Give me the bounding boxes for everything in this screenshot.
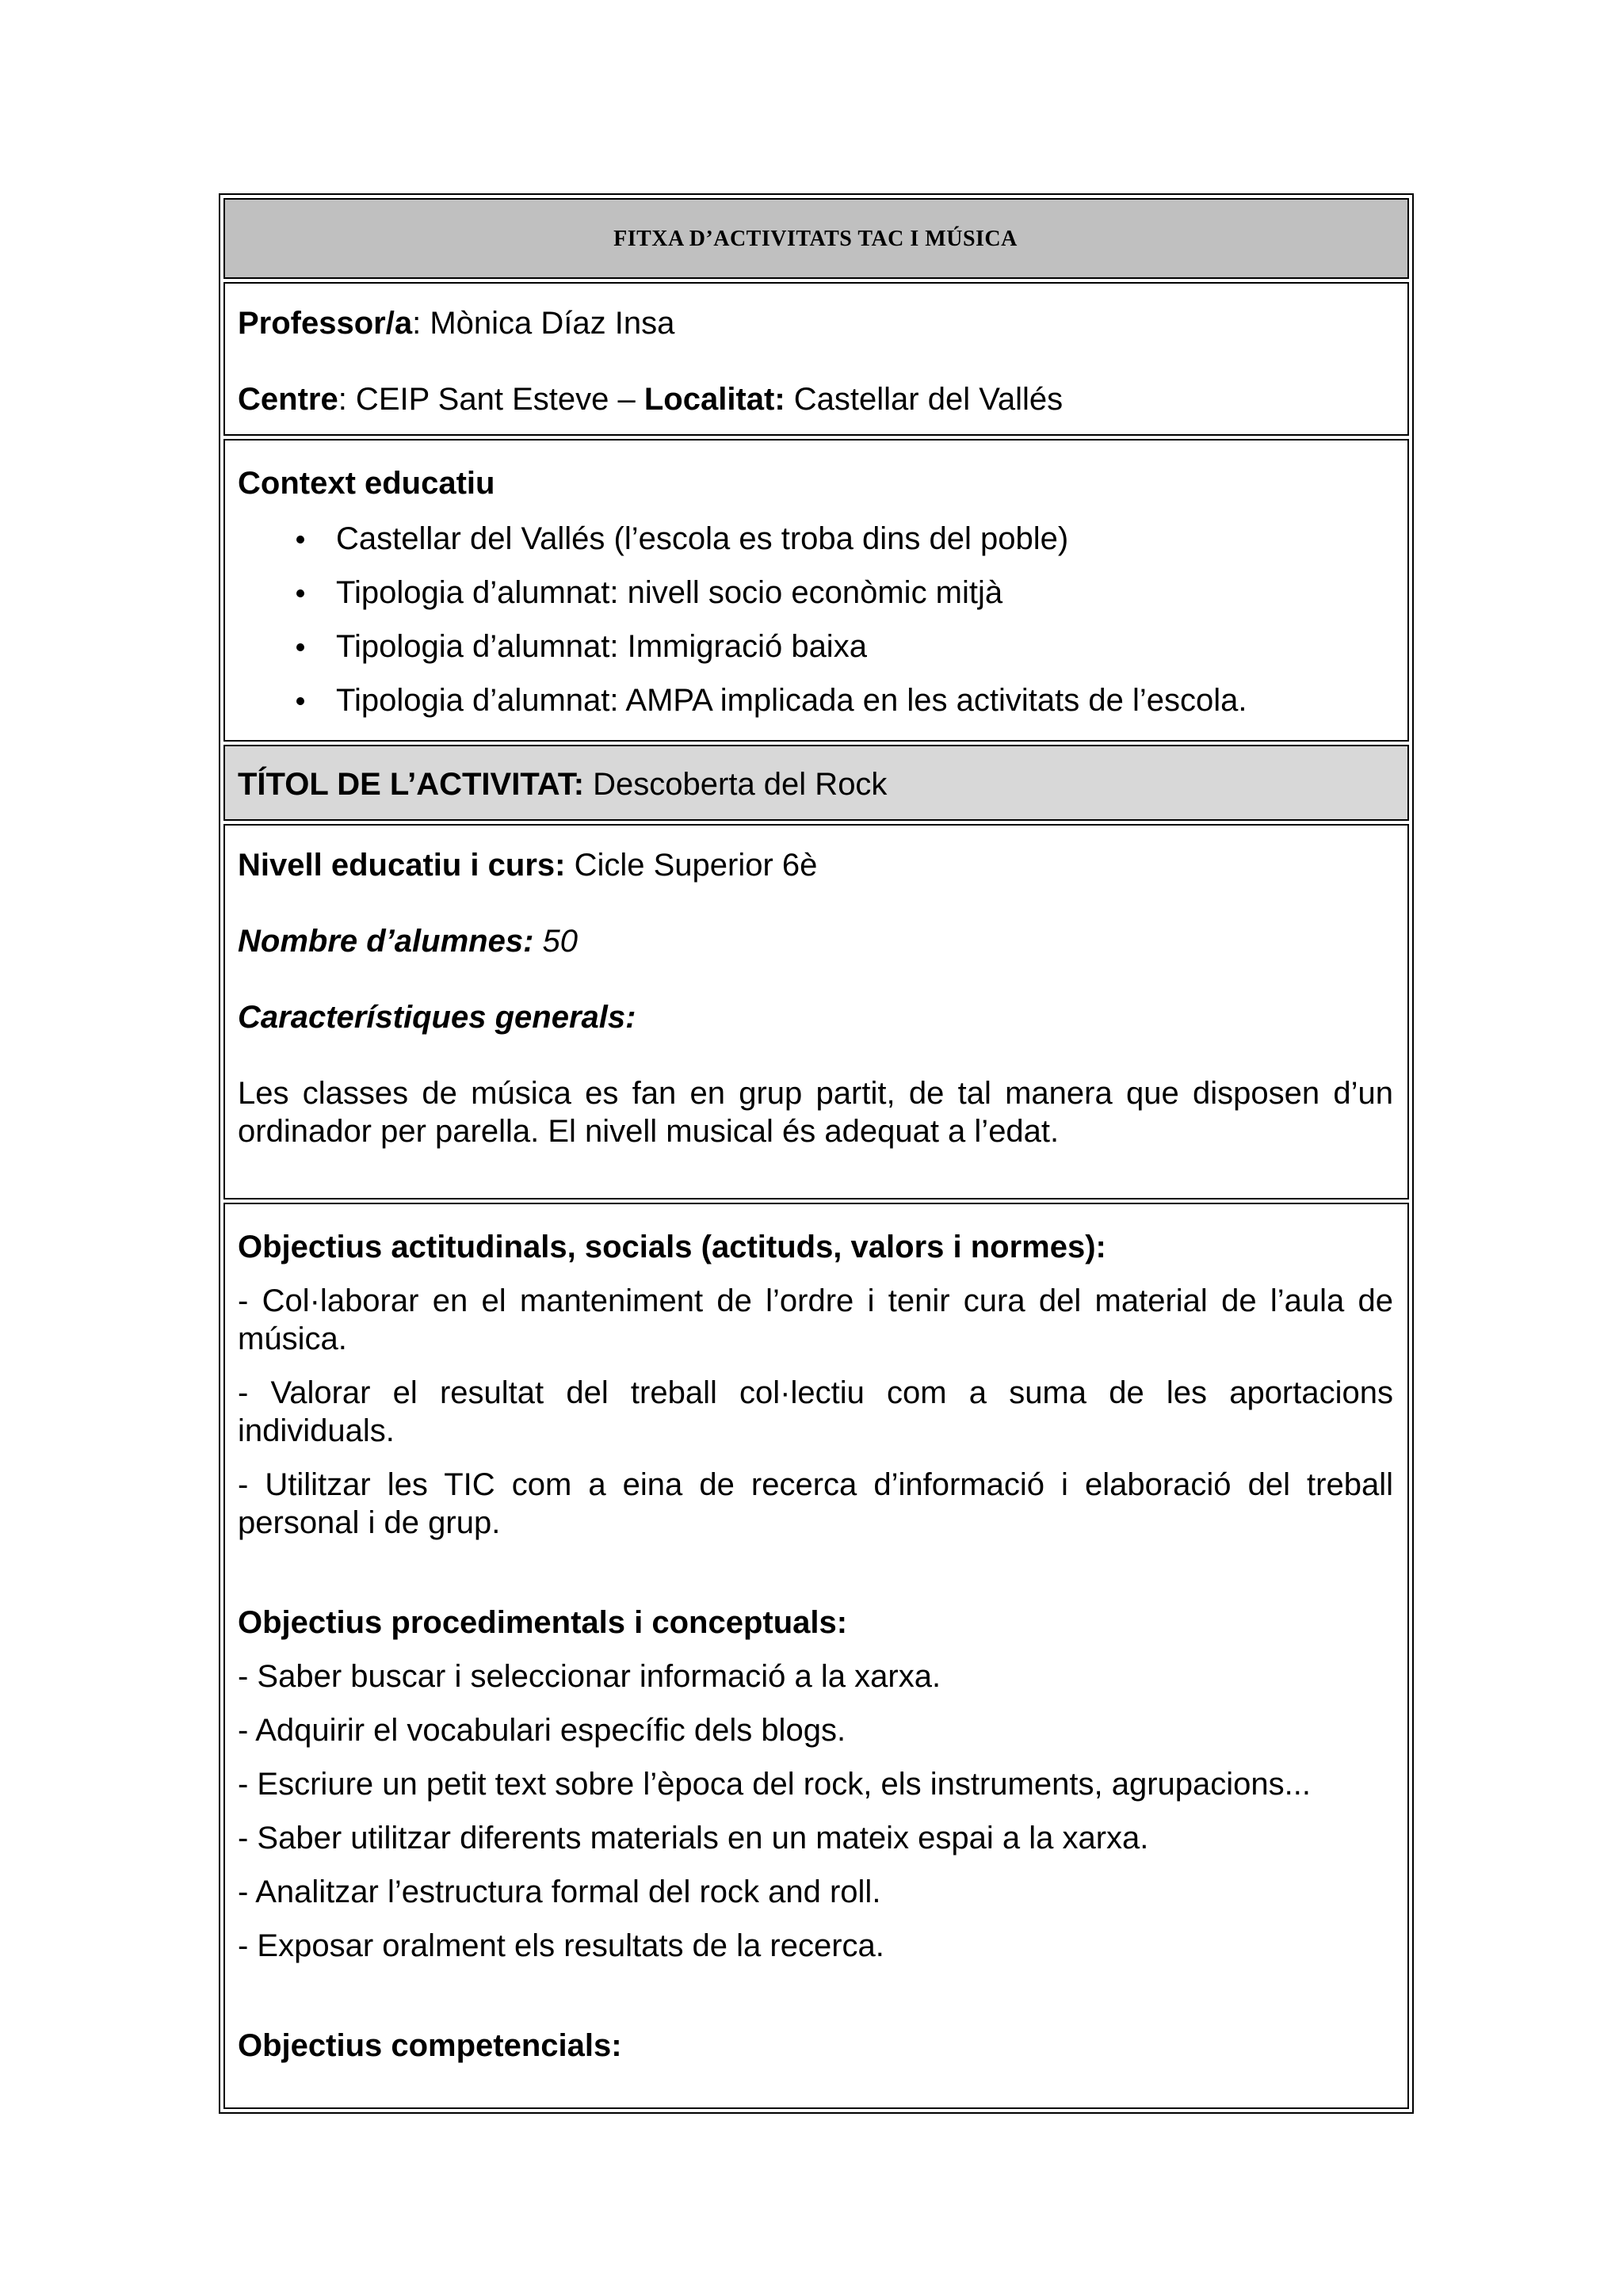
students-value: 50 [533,924,579,959]
school-line [238,380,1393,418]
attitudinal-heading: Objectius actitudinals, socials (actituds, valors i normes): [238,1230,1106,1264]
school-label: Centre [238,382,338,417]
activity-title-label: TÍTOL DE L’ACTIVITAT: [238,767,585,802]
bullet-icon [296,697,304,705]
procedural-item: - Saber utilitzar diferents materials en un mateix espai a la xarxa. [238,1821,1149,1855]
bullet-icon [296,589,304,597]
level-line [238,846,1393,884]
bullet-icon [296,643,304,651]
locality-value: Castellar del Vallés [785,382,1064,417]
teacher-row [223,282,1409,436]
document-title: FITXA D’ACTIVITATS TAC I MÚSICA [613,227,1018,251]
procedural-item: - Escriure un petit text sobre l’època del rock, els instruments, agrupacions... [238,1767,1311,1802]
attitudinal-item: - Valorar el resultat del treball col·lectiu com a suma de les aportacions individuals. [238,1375,1393,1448]
level-row [223,824,1409,1199]
level-value: Cicle Superior 6è [565,848,818,883]
students-line [238,922,1393,960]
title-row [223,198,1409,279]
school-value: : CEIP Sant Esteve – [338,382,644,417]
competency-heading: Objectius competencials: [238,2028,622,2063]
attitudinal-item: - Utilitzar les TIC com a eina de recerca d’informació i elaboració del treball personal i de grup. [238,1467,1393,1540]
procedural-item: - Analitzar l’estructura formal del rock and roll. [238,1875,881,1909]
teacher-label: Professor/a [238,306,413,341]
level-label: Nivell educatiu i curs: [238,848,566,883]
students-label: Nombre d’alumnes: [238,924,534,959]
activity-title-value: Descoberta del Rock [584,767,888,802]
context-heading: Context educatiu [238,466,495,501]
context-item: Tipologia d’alumnat: Immigració baixa [238,627,1393,666]
context-item: Castellar del Vallés (l’escola es troba dins del poble) [238,520,1393,558]
activity-title-row [223,745,1409,821]
context-item: Tipologia d’alumnat: nivell socio econòmic mitjà [238,574,1393,612]
context-list [238,520,1393,719]
teacher-value: : Mònica Díaz Insa [412,306,675,341]
procedural-item: - Adquirir el vocabulari específic dels blogs. [238,1713,846,1748]
context-row [223,439,1409,742]
attitudinal-item: - Col·laborar en el manteniment de l’ordre i tenir cura del material de l’aula de música. [238,1283,1393,1356]
objectives-row [223,1203,1409,2109]
features-text: Les classes de música es fan en grup partit, de tal manera que disposen d’un ordinador per parella. El nivell musical és adequat a l’edat. [238,1076,1393,1149]
procedural-item: - Exposar oralment els resultats de la recerca. [238,1928,884,1963]
features-heading: Característiques generals: [238,1000,636,1035]
activity-title-line [238,765,1393,803]
bullet-icon [296,536,304,543]
teacher-line [238,304,1393,342]
context-item: Tipologia d’alumnat: AMPA implicada en les activitats de l’escola. [238,681,1393,719]
procedural-heading: Objectius procedimentals i conceptuals: [238,1605,848,1640]
activity-sheet-table [219,193,1414,2114]
locality-label: Localitat: [643,382,785,417]
procedural-item: - Saber buscar i seleccionar informació a la xarxa. [238,1659,941,1694]
